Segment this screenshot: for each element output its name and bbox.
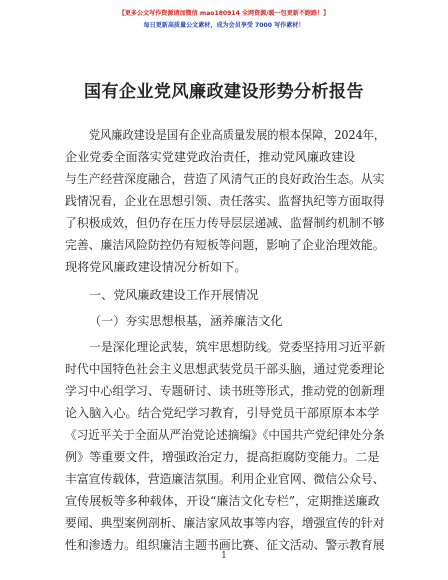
paragraph-1-line-4: 践情况看，企业在思想引领、责任落实、监督执纪等方面取得 <box>65 194 385 208</box>
paragraph-1-line-1: 党风廉政建设是国有企业高质量发展的根本保障，2024年， <box>89 128 386 142</box>
paragraph-1-line-5: 了积极成效，但仍存在压力传导层层递减、监督制约机制不够 <box>65 216 385 230</box>
promo-banner-line-1: 【更多公文写作资源请加微信 mao180914 全网资源/暖一包更新不跑路！】 <box>118 10 330 17</box>
paragraph-2-line-4: 论入脑入心。结合党纪学习教育，引导党员干部原原本本学 <box>65 406 380 420</box>
page-number: 1 <box>221 551 227 561</box>
section-heading-1: 一、党风廉政建设工作开展情况 <box>89 288 259 302</box>
document-title: 国有企业党风廉政建设形势分析报告 <box>84 82 364 102</box>
paragraph-2-line-9: 要闻、典型案例剖析、廉洁家风故事等内容，增强宣传的针对 <box>65 516 385 530</box>
paragraph-2-line-8: 宣传展板等多种载体，开设“廉洁文化专栏”，定期推送廉政 <box>65 494 380 508</box>
paragraph-2-line-7: 丰富宣传载体，营造廉洁氛围。利用企业官网、微信公众号、 <box>65 472 385 486</box>
paragraph-1-line-6: 完善、廉洁风险防控仍有短板等问题，影响了企业治理效能。 <box>65 238 385 252</box>
paragraph-2-line-10: 性和渗透力。组织廉洁主题书画比赛、征文活动、警示教育展 <box>65 538 385 552</box>
paragraph-1-line-3: 与生产经营深度融合，营造了风清气正的良好政治生态。从实 <box>65 172 385 186</box>
paragraph-2-line-2: 时代中国特色社会主义思想武装党员干部头脑，通过党委理论 <box>65 362 385 376</box>
subsection-heading-1: （一）夯实思想根基，涵养廉洁文化 <box>89 314 283 328</box>
paragraph-1-line-2: 企业党委全面落实党建党政治责任，推动党风廉政建设 <box>65 150 356 164</box>
paragraph-1-line-7: 现将党风廉政建设情况分析如下。 <box>65 260 247 274</box>
paragraph-2-line-1: 一是深化理论武装，筑牢思想防线。党委坚持用习近平新 <box>89 340 386 354</box>
promo-banner-line-2: 每日更新高质量公文素材，成为会员享受 7000 写作素材！ <box>143 22 305 29</box>
paragraph-2-line-6: 例》等重要文件，增强政治定力，提高拒腐防变能力。二是 <box>65 450 380 464</box>
paragraph-2-line-3: 学习中心组学习、专题研讨、读书班等形式，推动党的创新理 <box>65 384 385 398</box>
paragraph-2-line-5: 《习近平关于全面从严治党论述摘编》《中国共产党纪律处分条 <box>65 428 385 442</box>
